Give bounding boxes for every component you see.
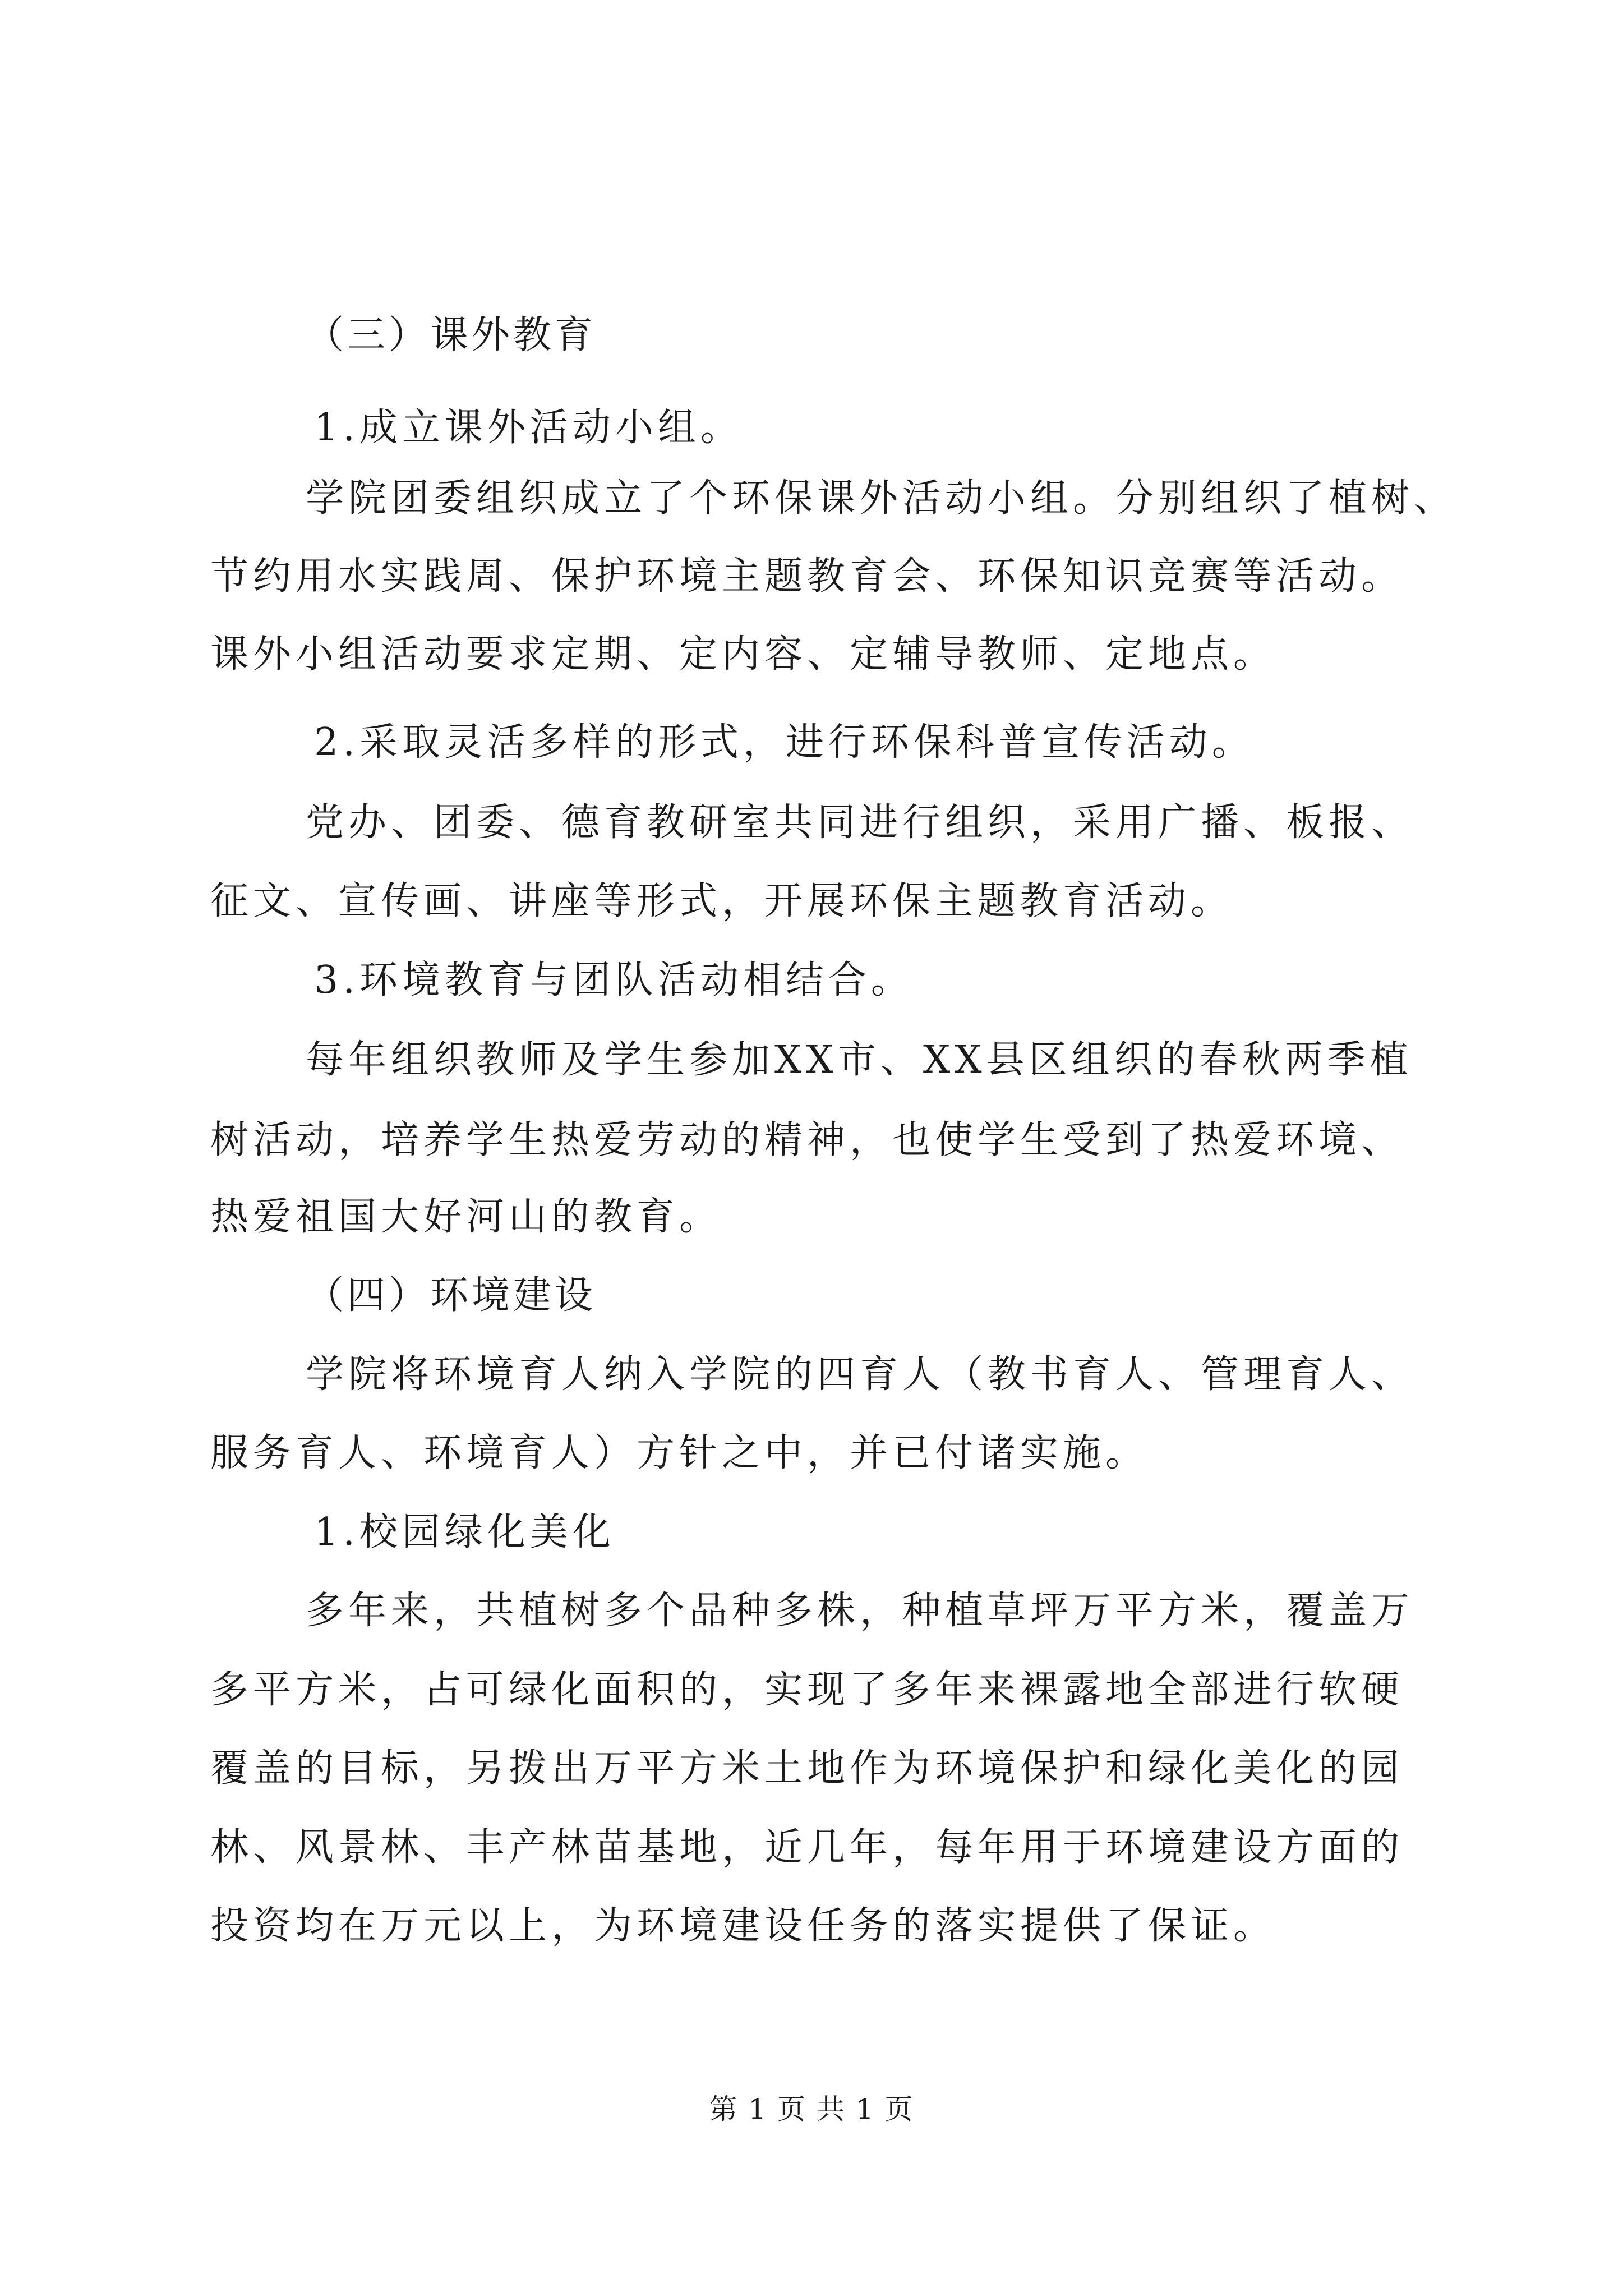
paragraph-line: 服务育人、环境育人）方针之中，并已付诸实施。 — [210, 1431, 1149, 1475]
subheading-1b: 1.校园绿化美化 — [314, 1510, 615, 1554]
paragraph-line: 树活动，培养学生热爱劳动的精神，也使学生受到了热爱环境、 — [210, 1118, 1404, 1162]
paragraph-line: 节约用水实践周、保护环境主题教育会、环保知识竞赛等活动。 — [210, 554, 1404, 599]
subheading-1: 1.成立课外活动小组。 — [314, 406, 743, 450]
paragraph-line: 多平方米，占可绿化面积的，实现了多年来裸露地全部进行软硬 — [210, 1668, 1404, 1712]
section-heading-3: （三）课外教育 — [306, 313, 597, 357]
subheading-2: 2.采取灵活多样的形式，进行环保科普宣传活动。 — [314, 720, 1255, 765]
paragraph-line: 林、风景林、丰产林苗基地，近几年，每年用于环境建设方面的 — [210, 1825, 1404, 1870]
paragraph-line: 党办、团委、德育教研室共同进行组织，采用广播、板报、 — [306, 800, 1414, 845]
paragraph-line: 每年组织教师及学生参加XX市、XX县区组织的春秋两季植 — [306, 1038, 1413, 1082]
paragraph-line: 覆盖的目标，另拨出万平方米土地作为环境保护和绿化美化的园 — [210, 1746, 1404, 1791]
subheading-3: 3.环境教育与团队活动相结合。 — [314, 958, 914, 1002]
paragraph-line: 多年来，共植树多个品种多株，种植草坪万平方米，覆盖万 — [306, 1589, 1414, 1633]
paragraph-line: 热爱祖国大好河山的教育。 — [210, 1195, 722, 1239]
paragraph-line: 投资均在万元以上，为环境建设任务的落实提供了保证。 — [210, 1904, 1276, 1948]
section-heading-4: （四）环境建设 — [306, 1273, 597, 1318]
paragraph-line: 征文、宣传画、讲座等形式，开展环保主题教育活动。 — [210, 879, 1234, 923]
paragraph-line: 学院团委组织成立了个环保课外活动小组。分别组织了植树、 — [306, 476, 1457, 521]
page-footer: 第 1 页 共 1 页 — [709, 2093, 914, 2125]
paragraph-line: 学院将环境育人纳入学院的四育人（教书育人、管理育人、 — [306, 1352, 1414, 1397]
paragraph-line: 课外小组活动要求定期、定内容、定辅导教师、定地点。 — [210, 632, 1276, 677]
